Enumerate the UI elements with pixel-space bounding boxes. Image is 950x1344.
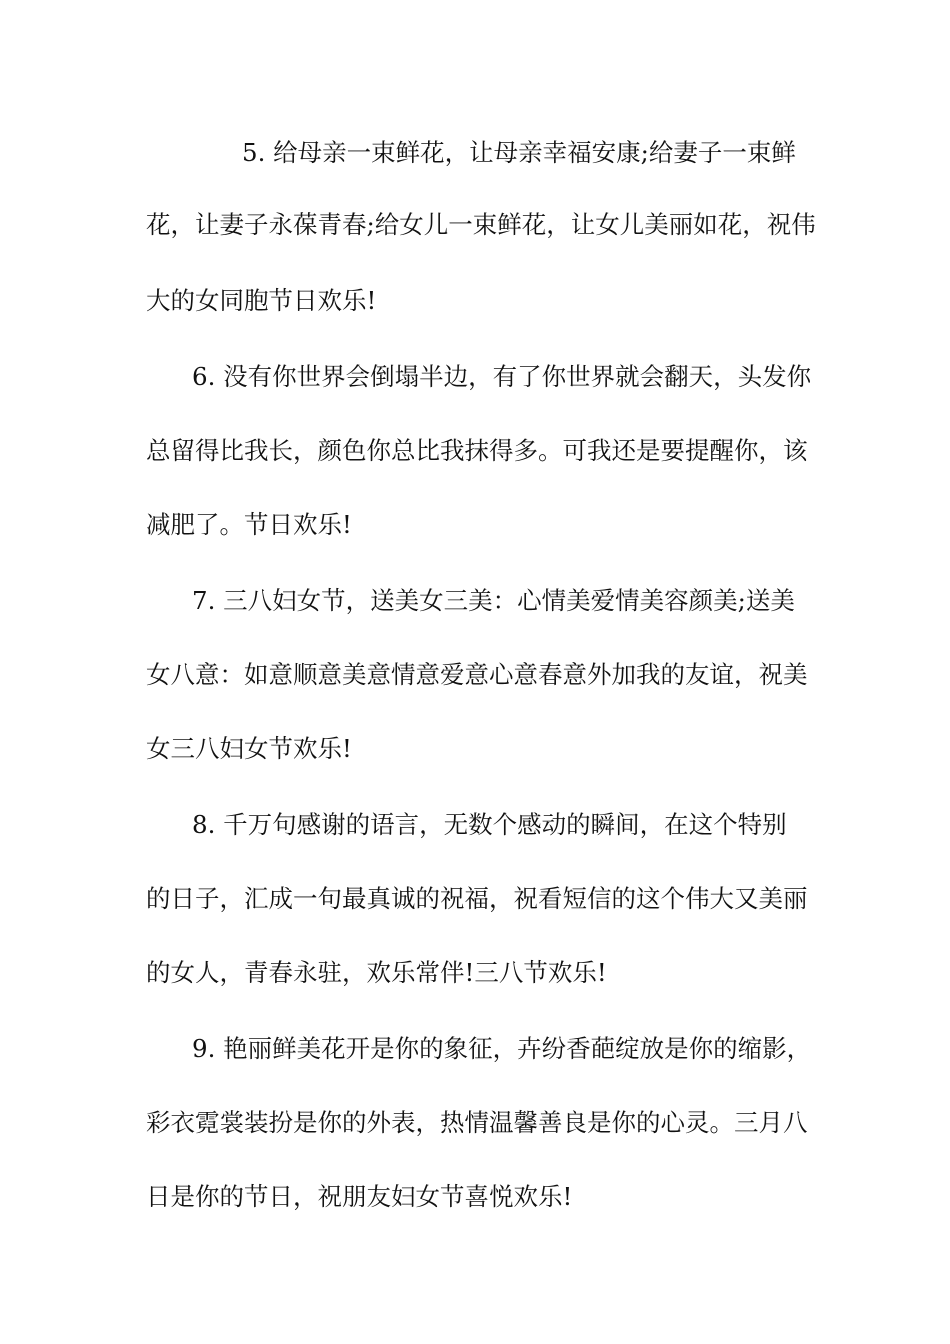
paragraph-9-line-3: 日是你的节日，祝朋友妇女节喜悦欢乐!	[146, 1182, 573, 1211]
paragraph-8-line-1: 8. 千万句感谢的语言，无数个感动的瞬间，在这个特别	[192, 810, 787, 839]
paragraph-7-line-3: 女三八妇女节欢乐!	[146, 734, 352, 763]
paragraph-5-line-2: 花，让妻子永葆青春;给女儿一束鲜花，让女儿美丽如花，祝伟	[146, 210, 816, 239]
paragraph-9-line-2: 彩衣霓裳装扮是你的外表，热情温馨善良是你的心灵。三月八	[146, 1108, 808, 1137]
paragraph-7-line-1: 7. 三八妇女节，送美女三美：心情美爱情美容颜美;送美	[192, 586, 795, 615]
paragraph-6-line-3: 减肥了。节日欢乐!	[146, 510, 352, 539]
paragraph-7-line-2: 女八意：如意顺意美意情意爱意心意春意外加我的友谊，祝美	[146, 660, 808, 689]
paragraph-5-line-1: 5. 给母亲一束鲜花，让母亲幸福安康;给妻子一束鲜	[242, 138, 796, 167]
paragraph-6-line-2: 总留得比我长，颜色你总比我抹得多。可我还是要提醒你，该	[146, 436, 808, 465]
paragraph-8-line-2: 的日子，汇成一句最真诚的祝福，祝看短信的这个伟大又美丽	[146, 884, 808, 913]
paragraph-6-line-1: 6. 没有你世界会倒塌半边，有了你世界就会翻天，头发你	[192, 362, 812, 391]
paragraph-9-line-1: 9. 艳丽鲜美花开是你的象征，卉纷香葩绽放是你的缩影，	[192, 1034, 812, 1063]
paragraph-5-line-3: 大的女同胞节日欢乐!	[146, 286, 377, 315]
paragraph-8-line-3: 的女人，青春永驻，欢乐常伴!三八节欢乐!	[146, 958, 607, 987]
